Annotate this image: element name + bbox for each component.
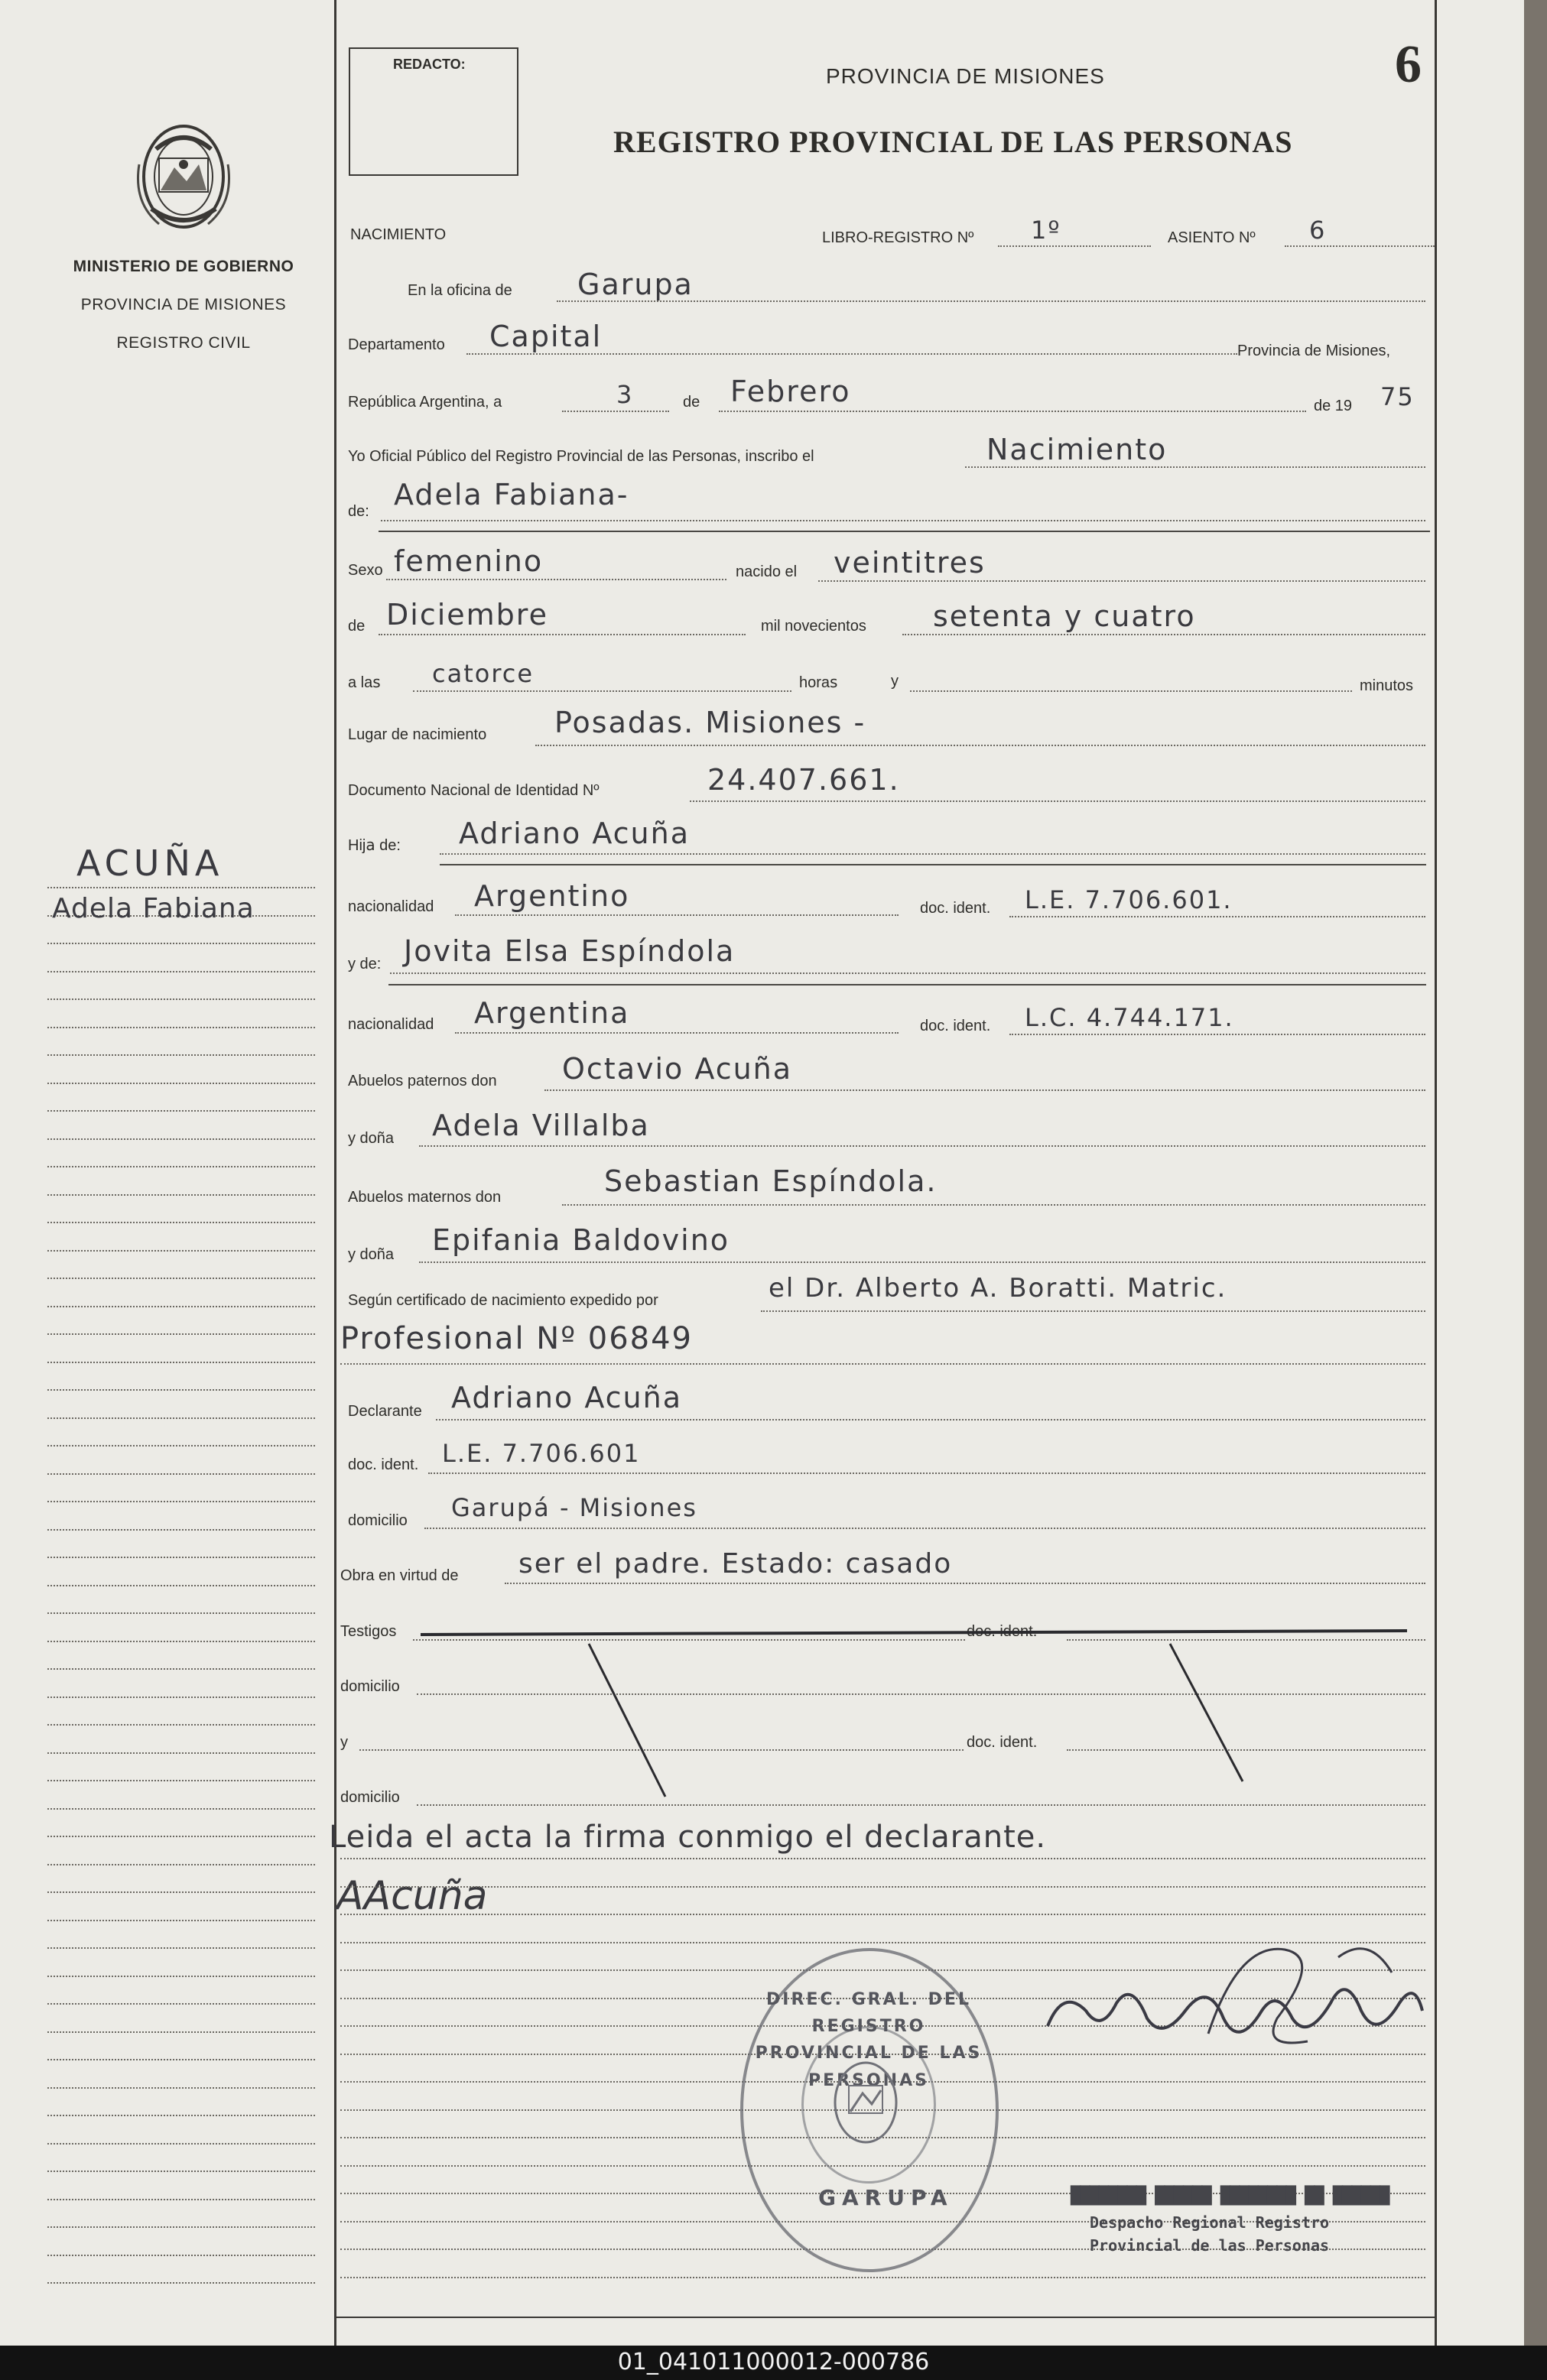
margin-given-names: Adela Fabiana	[52, 893, 255, 924]
nombre-value: Adela Fabiana-	[394, 478, 629, 511]
obra-label: Obra en virtud de	[340, 1567, 459, 1584]
oficina-label: En la oficina de	[408, 282, 512, 299]
obra-value: ser el padre. Estado: casado	[518, 1548, 953, 1580]
decl-doc-value: L.E. 7.706.601	[442, 1439, 641, 1468]
stamp-center-text: GARUPA	[818, 2185, 954, 2210]
padre-nac-value: Argentino	[474, 879, 630, 913]
lugar-value: Posadas. Misiones -	[554, 706, 866, 739]
libro-value: 1º	[1031, 216, 1061, 245]
closing-rule	[340, 1914, 1425, 1915]
republica-label: República Argentina, a	[348, 394, 502, 411]
certificado-value-2: Profesional Nº 06849	[340, 1321, 693, 1356]
domicilio-label: domicilio	[348, 1512, 408, 1529]
image-caption: 01_041011000012-000786	[617, 2349, 930, 2375]
padre-doc-label: doc. ident.	[920, 900, 991, 917]
abuelo-mat-value: Sebastian Espíndola.	[604, 1164, 938, 1198]
certificado-value: el Dr. Alberto A. Boratti. Matric.	[769, 1273, 1227, 1304]
madre-value: Jovita Elsa Espíndola	[404, 934, 736, 968]
closing-rule	[340, 1886, 1425, 1888]
testigos-label: Testigos	[340, 1623, 397, 1640]
redacto-label: REDACTO:	[393, 57, 466, 72]
abuela-pat-value: Adela Villalba	[432, 1109, 650, 1142]
margin-surname: ACUÑA	[76, 843, 224, 884]
decl-doc-label: doc. ident.	[348, 1456, 419, 1473]
closing-text: Leida el acta la firma conmigo el declarante.	[329, 1820, 1047, 1855]
libro-label: LIBRO-REGISTRO Nº	[822, 229, 974, 246]
hijo-text: Hij	[348, 837, 366, 854]
mes-label: de	[348, 618, 366, 635]
testigos-domicilio2-label: domicilio	[340, 1789, 400, 1806]
madre-nac-label: nacionalidad	[348, 1016, 434, 1033]
dni-label: Documento Nacional de Identidad Nº	[348, 782, 600, 799]
hijo-suffix: a	[366, 836, 375, 854]
hijo-de: de:	[379, 837, 401, 854]
testigos-doc2-label: doc. ident.	[967, 1734, 1038, 1751]
abuelo-pat-value: Octavio Acuña	[562, 1052, 793, 1086]
province-heading: PROVINCIA DE MISIONES	[826, 64, 1105, 88]
day-value: 3	[616, 380, 634, 409]
oficina-value: Garupa	[577, 268, 694, 301]
declarante-label: Declarante	[348, 1403, 422, 1420]
abuelos-mat-label: Abuelos maternos don	[348, 1189, 502, 1206]
anio-value: setenta y cuatro	[933, 599, 1196, 633]
page-number: 6	[1395, 35, 1422, 94]
stamp-block-bar: ████████ ██████ ████████ ██ ██████	[1071, 2187, 1389, 2206]
year-value: 75	[1380, 382, 1415, 411]
sexo-value: femenino	[394, 544, 544, 578]
acta-type: Nacimiento	[986, 433, 1168, 466]
provincia-suffix: Provincia de Misiones,	[1237, 343, 1391, 359]
padre-value: Adriano Acuña	[459, 817, 691, 850]
padre-nac-label: nacionalidad	[348, 898, 434, 915]
asiento-label: ASIENTO Nº	[1168, 229, 1256, 246]
abuela-mat-label: y doña	[348, 1246, 395, 1263]
departamento-value: Capital	[489, 320, 603, 353]
nacimiento-label: NACIMIENTO	[350, 226, 447, 243]
padre-doc-value: L.E. 7.706.601.	[1025, 885, 1233, 914]
declarante-value: Adriano Acuña	[451, 1381, 683, 1414]
registry-title: REGISTRO PROVINCIAL DE LAS PERSONAS	[613, 125, 1293, 159]
stamp-block-line1: Despacho Regional Registro	[1090, 2213, 1330, 2232]
year-prefix: de 19	[1314, 398, 1353, 414]
abuela-pat-label: y doña	[348, 1130, 395, 1147]
ministry-title: MINISTERIO DE GOBIERNO	[73, 258, 294, 275]
certificado-label: Según certificado de nacimiento expedido por	[348, 1292, 658, 1309]
ministry-registry: REGISTRO CIVIL	[116, 334, 251, 352]
abuelos-pat-label: Abuelos paternos don	[348, 1073, 497, 1089]
departamento-label: Departamento	[348, 336, 445, 353]
madre-doc-label: doc. ident.	[920, 1018, 991, 1034]
horas-text: hora	[799, 674, 830, 691]
oficial-label: Yo Oficial Público del Registro Provincial de las Personas, inscribo el	[348, 448, 814, 465]
abuela-mat-value: Epifania Baldovino	[432, 1223, 730, 1257]
closing-rule	[340, 1858, 1425, 1859]
dni-value: 24.407.661.	[707, 763, 900, 797]
mil-label: mil novecientos	[761, 618, 866, 635]
horas-suffix: s	[830, 673, 838, 691]
hora-value: catorce	[432, 659, 535, 688]
testigos-y-label: y	[340, 1734, 348, 1751]
nacido-day: veintitres	[834, 546, 986, 580]
domicilio-value: Garupá - Misiones	[451, 1493, 697, 1522]
declarant-signature: AAcuña	[336, 1873, 488, 1919]
ministry-province: PROVINCIA DE MISIONES	[80, 296, 287, 313]
testigos-domicilio-label: domicilio	[340, 1678, 400, 1695]
y-label: y	[891, 673, 899, 690]
madre-nac-value: Argentina	[474, 996, 630, 1030]
asiento-value: 6	[1309, 216, 1327, 245]
lugar-label: Lugar de nacimiento	[348, 726, 487, 743]
alas-text: a la	[348, 674, 373, 691]
stamp-block-line2: Provincial de las Personas	[1090, 2236, 1330, 2255]
sexo-label: Sexo	[348, 562, 383, 579]
stamp-ring-text: DIREC. GRAL. DEL REGISTRO PROVINCIAL DE LAS PERSONAS	[755, 1990, 983, 2090]
madre-label: y de:	[348, 956, 382, 972]
registrar-signature	[1032, 1927, 1430, 2080]
nacido-label: nacido el	[736, 563, 798, 580]
madre-doc-value: L.C. 4.744.171.	[1025, 1003, 1234, 1032]
de-label: de	[683, 394, 700, 411]
month-value: Febrero	[730, 375, 851, 408]
mes-value: Diciembre	[386, 598, 548, 632]
stamp-emblem-icon	[826, 2057, 905, 2148]
closing-rule	[340, 2277, 1425, 2278]
alas-suffix: s	[372, 673, 381, 691]
minutos-label: minutos	[1360, 677, 1414, 694]
nombre-label: de:	[348, 503, 369, 520]
